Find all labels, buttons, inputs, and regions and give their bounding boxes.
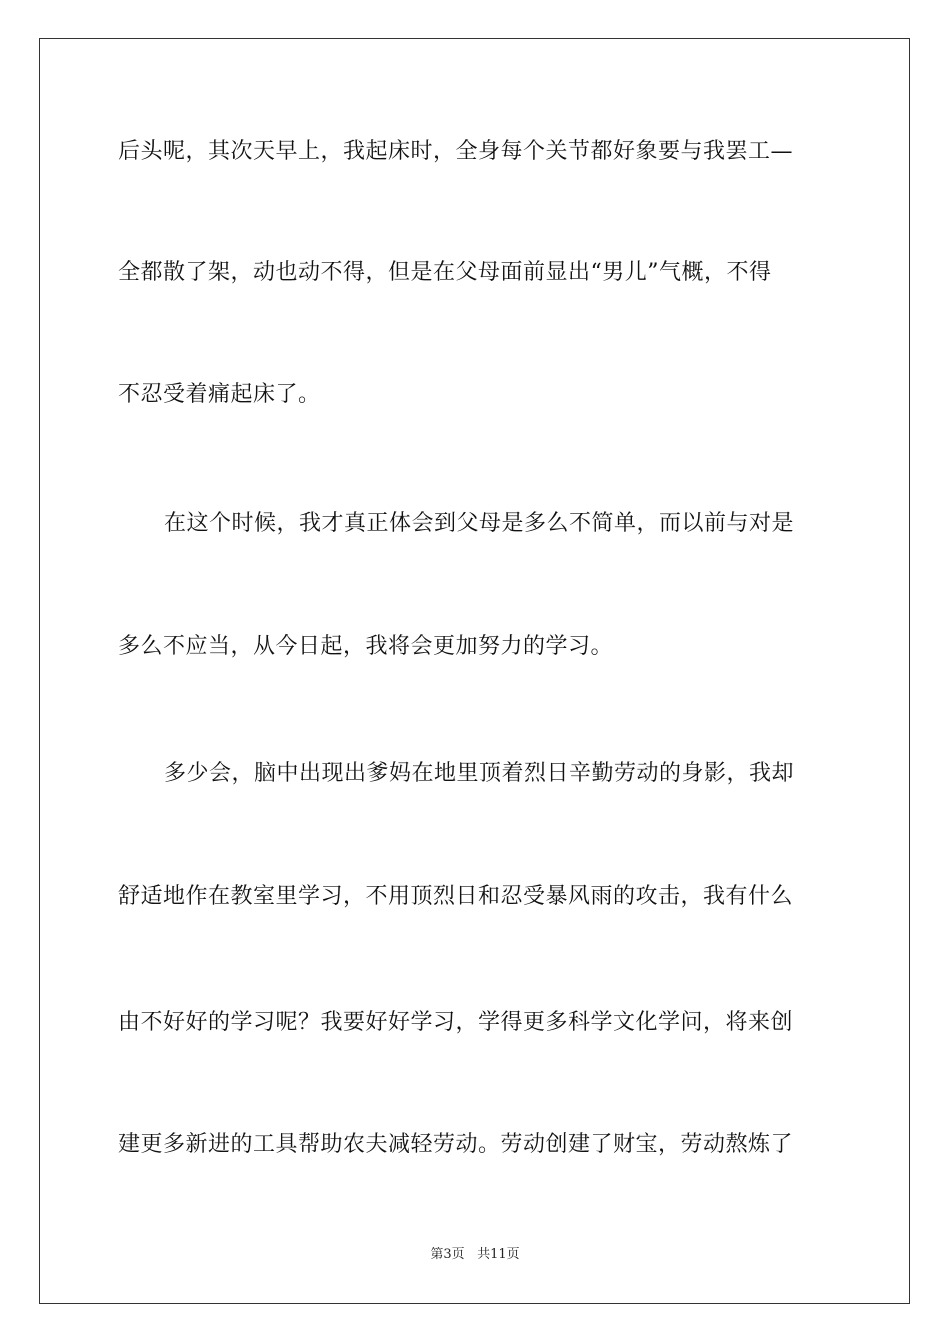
paragraph-line: 全都散了架，动也动不得，但是在父母面前显出“男儿”气概，不得 bbox=[118, 260, 772, 285]
paragraph-line: 建更多新进的工具帮助农夫减轻劳动。劳动创建了财宝，劳动熬炼了 bbox=[118, 1132, 794, 1157]
paragraph-line: 多少会，脑中出现出爹妈在地里顶着烈日辛勤劳动的身影，我却 bbox=[164, 761, 795, 786]
paragraph-line: 舒适地作在教室里学习，不用顶烈日和忍受暴风雨的攻击，我有什么 bbox=[118, 884, 794, 909]
page-total: 共11页 bbox=[477, 1247, 520, 1262]
paragraph-line: 后头呢，其次天早上，我起床时，全身每个关节都好象要与我罢工— bbox=[118, 139, 794, 164]
paragraph-line: 多么不应当，从今日起，我将会更加努力的学习。 bbox=[118, 634, 614, 659]
paragraph-line: 由不好好的学习呢？我要好好学习，学得更多科学文化学问，将来创 bbox=[118, 1010, 794, 1035]
page-footer bbox=[0, 1247, 950, 1263]
page-border bbox=[39, 38, 910, 1304]
paragraph-line: 在这个时候，我才真正体会到父母是多么不简单，而以前与对是 bbox=[164, 511, 795, 536]
page-number: 第3页 bbox=[430, 1247, 465, 1262]
paragraph-line: 不忍受着痛起床了。 bbox=[118, 382, 321, 407]
